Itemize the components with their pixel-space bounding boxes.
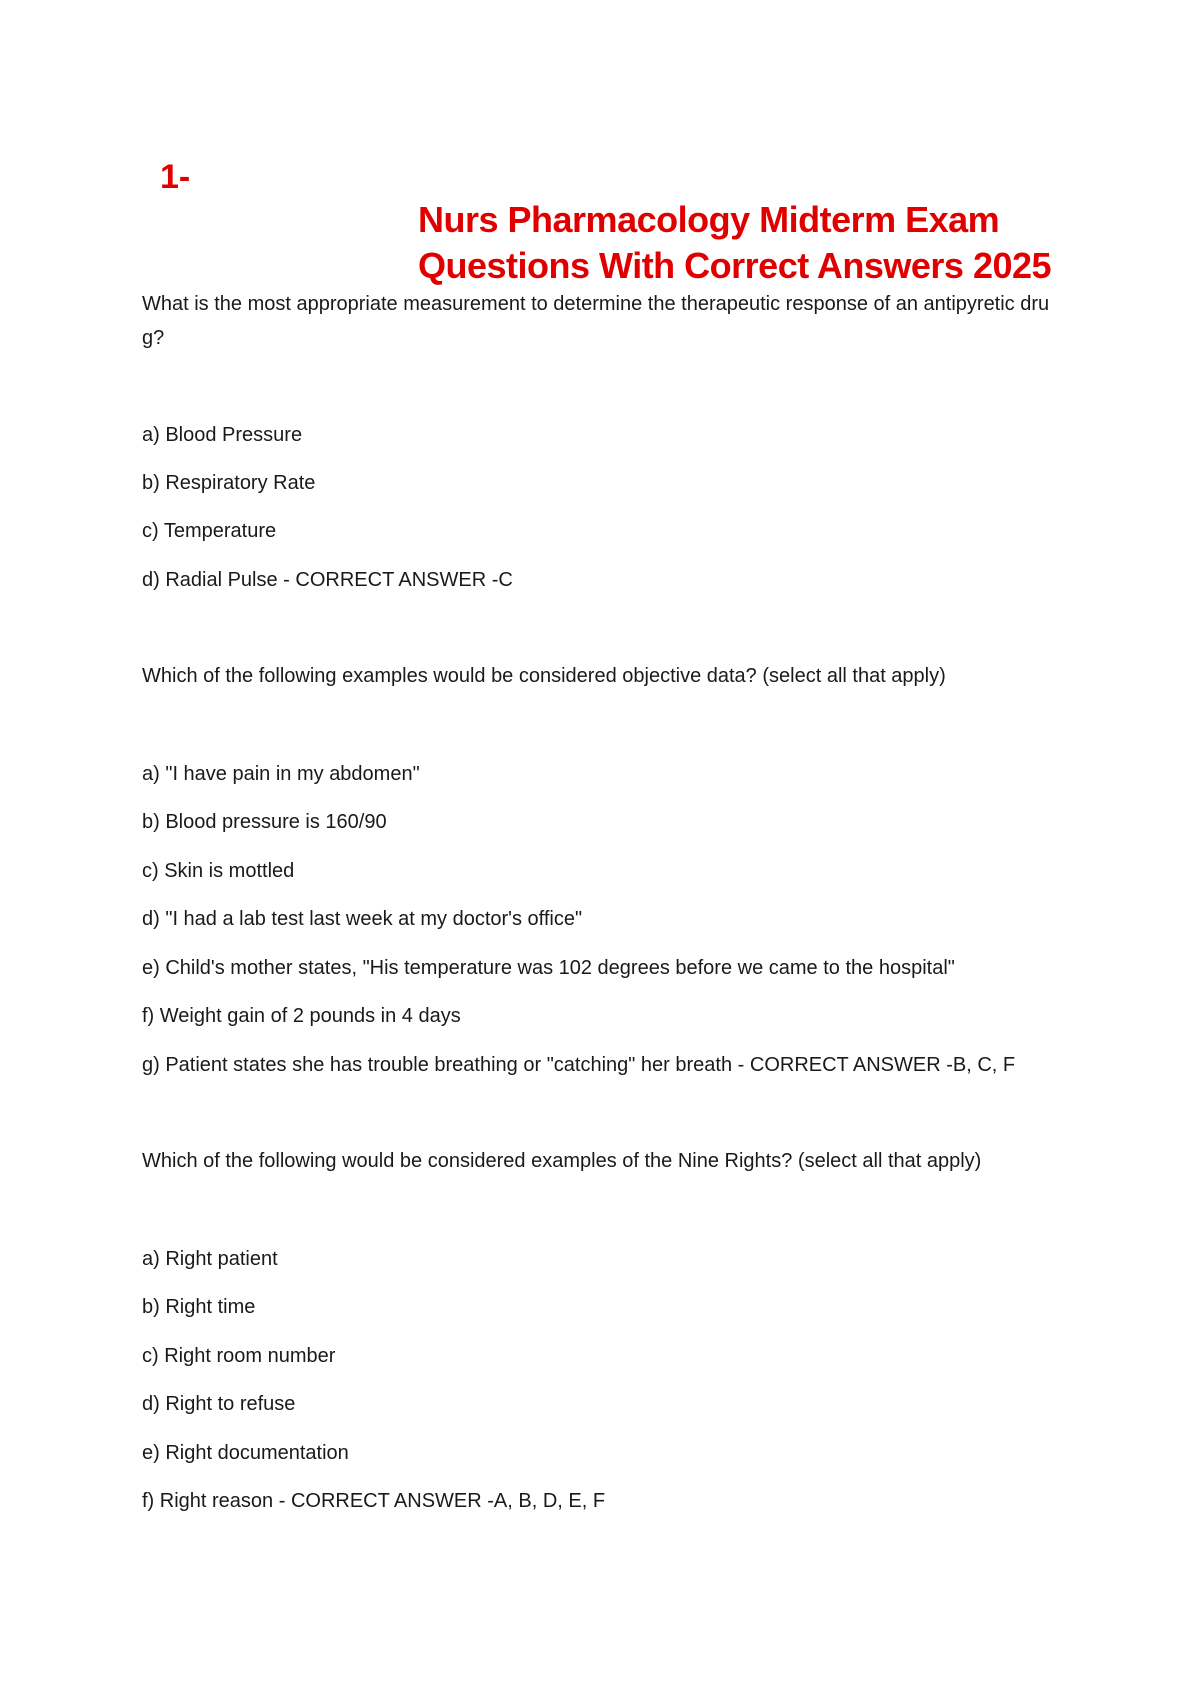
question-3-option-a: a) Right patient <box>142 1248 278 1270</box>
question-3-option-b: b) Right time <box>142 1296 256 1318</box>
question-2-option-f: f) Weight gain of 2 pounds in 4 days <box>142 1005 461 1027</box>
question-3-option-e: e) Right documentation <box>142 1442 349 1464</box>
question-2-option-g: g) Patient states she has trouble breathing or "catching" her breath - CORRECT ANSWER -B, C, F <box>142 1054 1016 1076</box>
question-2-option-e: e) Child's mother states, "His temperature was 102 degrees before we came to the hospital" <box>142 957 955 979</box>
question-2-option-b: b) Blood pressure is 160/90 <box>142 811 387 833</box>
question-2-option-c: c) Skin is mottled <box>142 860 295 882</box>
document-title: Nurs Pharmacology Midterm Exam Questions With Correct Answers 2025 <box>418 199 1052 286</box>
question-2-option-a: a) "I have pain in my abdomen" <box>142 763 420 785</box>
question-1-text: What is the most appropriate measurement to determine the therapeutic response of an antipyretic dru g? <box>142 293 1050 349</box>
question-1-option-a: a) Blood Pressure <box>142 424 303 446</box>
question-1-option-b: b) Respiratory Rate <box>142 472 316 494</box>
question-1-option-c: c) Temperature <box>142 520 277 542</box>
page-number: 1- <box>160 158 191 196</box>
question-3-option-d: d) Right to refuse <box>142 1393 296 1415</box>
question-3-option-c: c) Right room number <box>142 1345 336 1367</box>
question-3-option-f: f) Right reason - CORRECT ANSWER -A, B, D, E, F <box>142 1490 606 1512</box>
question-1-option-d: d) Radial Pulse - CORRECT ANSWER -C <box>142 569 513 591</box>
question-3-text: Which of the following would be considered examples of the Nine Rights? (select all that apply) <box>142 1150 982 1172</box>
question-2-text: Which of the following examples would be considered objective data? (select all that apply) <box>142 665 946 687</box>
question-2-option-d: d) "I had a lab test last week at my doctor's office" <box>142 908 583 930</box>
